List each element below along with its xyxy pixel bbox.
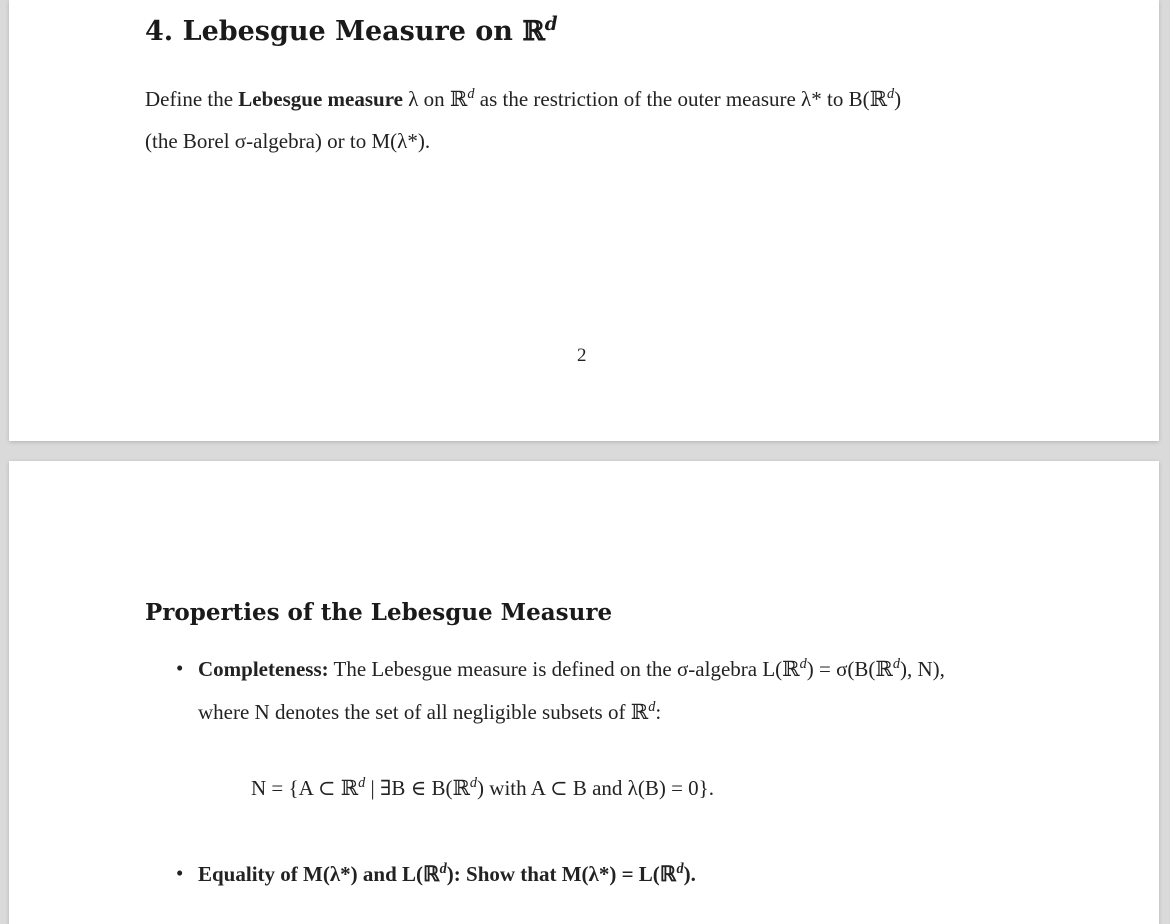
bullet-marker: • [176, 861, 184, 885]
definition-paragraph-line-2: (the Borel σ-algebra) or to M(λ*). [145, 129, 431, 153]
completeness-bullet-line-2: where N denotes the set of all negligible subsets of ℝ$^d$: [198, 699, 662, 724]
page-3 [9, 461, 1159, 924]
bold-term: Lebesgue measure [238, 87, 403, 111]
negligible-set-equation: N = {A ⊂ ℝ$^d$ | ∃B ∈ B(ℝ$^d$) with A ⊂ B and λ(B) = 0}. [251, 775, 714, 800]
subsection-title: Properties of the Lebesgue Measure [145, 599, 613, 626]
definition-paragraph-line-1: Define the Lebesgue measure λ on ℝ$^d$ as the restriction of the outer measure λ* to B(ℝ$^d$) [145, 86, 902, 111]
page-number: 2 [577, 345, 587, 366]
section-title: 4. Lebesgue Measure on ℝ$^d$ [145, 13, 558, 47]
bullet-marker: • [176, 656, 184, 680]
equality-bullet: Equality of M(λ*) and L(ℝ$^d$): Show that M(λ*) = L(ℝ$^d$). [198, 861, 696, 886]
completeness-bullet-line-1: Completeness: The Lebesgue measure is defined on the σ-algebra L(ℝ$^d$) = σ(B(ℝ$^d$), N), [198, 656, 945, 681]
page-2 [9, 0, 1159, 441]
